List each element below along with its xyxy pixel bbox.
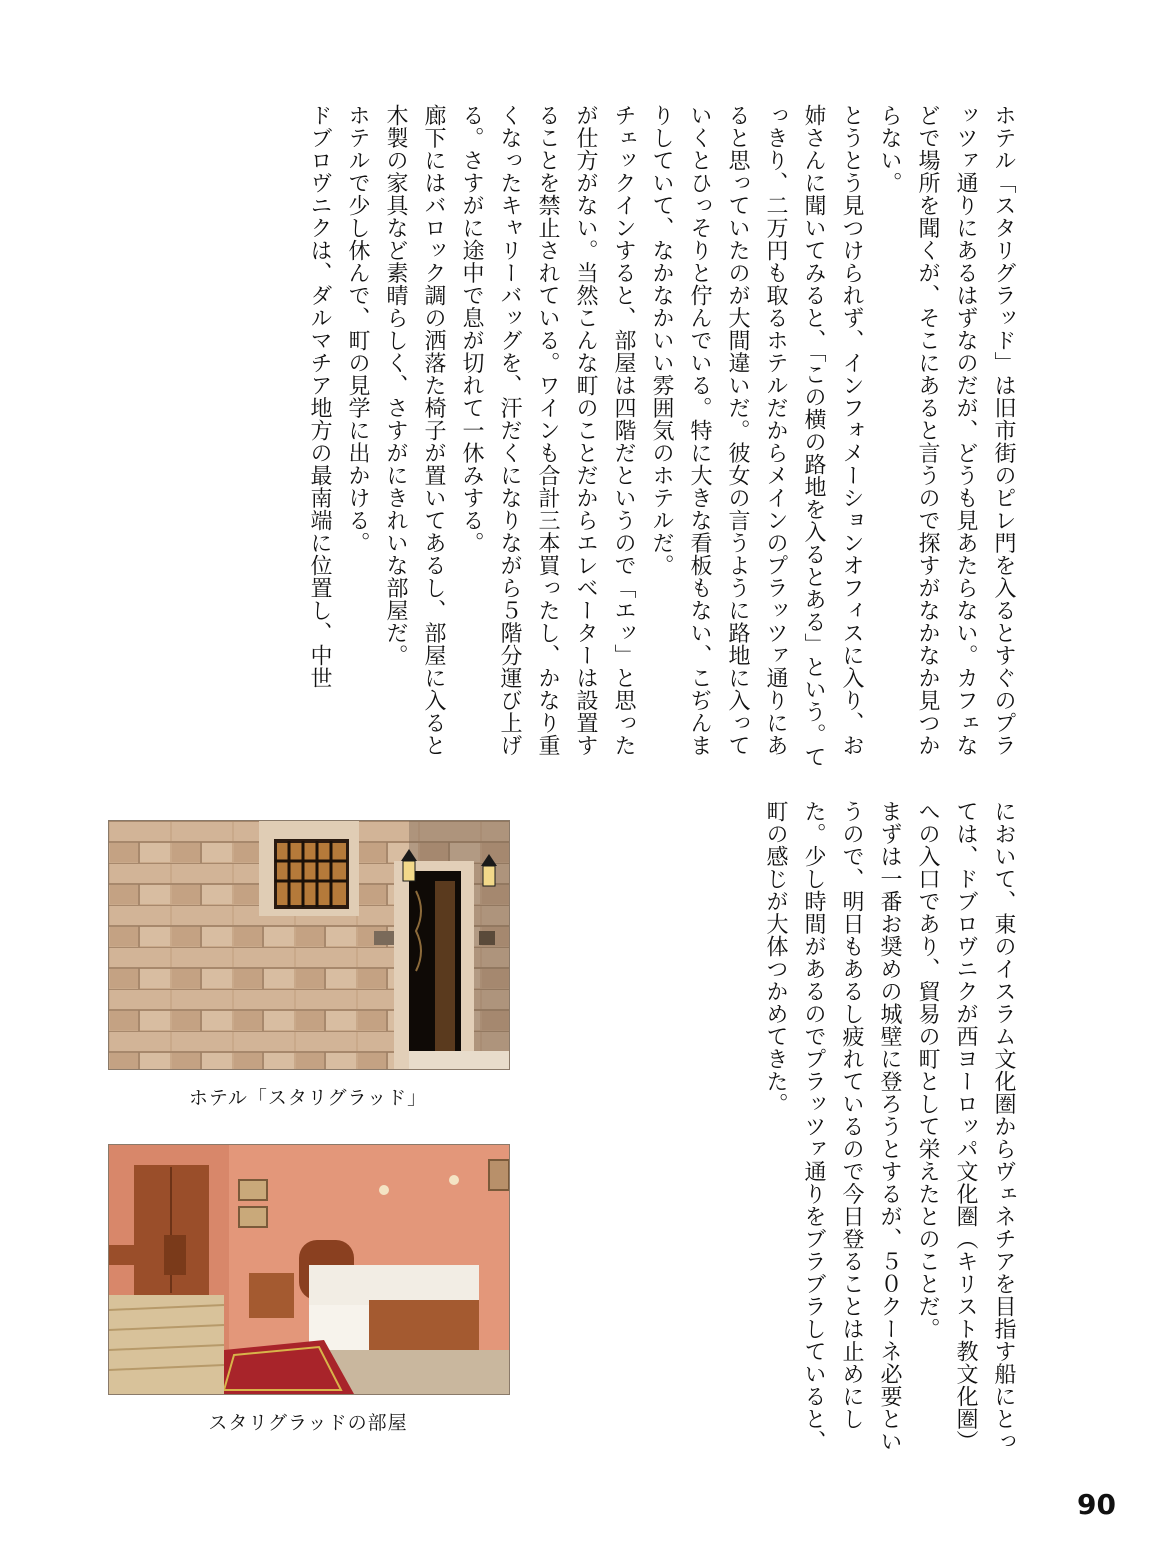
article-text-lower-block: において、東のイスラム文化圏からヴェネチアを目指す船にとっては、ドブロヴニクが西ヨーロッパ文化圏（キリスト教文化圏）への入口であり、貿易の町として栄えたとのことだ。 まずは一番お奨めの城壁に登ろうとするが、５０クーネ必要というので、明日もあるし疲れているので今日登ることは止めにした。少し時間があるのでプラッツァ通りをブラブラしていると、町の感じが大体つかめてきた。 bbox=[763, 800, 1016, 1453]
hotel-photo-caption: ホテル「スタリグラッド」 bbox=[188, 1087, 428, 1109]
page-number: 90 bbox=[1077, 1488, 1116, 1521]
article-text-top-block: ホテル「スタリグラッド」は旧市街のピレ門を入るとすぐのプラッツァ通りにあるはずなのだが、どうも見あたらない。カフェなどで場所を聞くが、そこにあると言うので探すがなかなか見つからない。 とうとう見つけられず、インフォメーションオフィスに入り、お姉さんに聞いてみると、「この横の路地を入るとある」という。てっきり、二万円も取るホテルだからメインのプラッツァ通りにあると思っていたのが大間違いだ。彼女の言うように路地に入っていくとひっそりと佇んでいる。特に大きな看板もない、こぢんまりしていて、なかなかいい雰囲気のホテルだ。 チェックインすると、部屋は四階だというので「エッ」と思ったが仕方がない。当然こんな町のことだからエレベーターは設置することを禁止されている。ワインも合計三本買ったし、かなり重くなったキャリーバッグを、汗だくになりながら５階分運び上げる。さすがに途中で息が切れて一休みする。 廊下にはバロック調の洒落た椅子が置いてあるし、部屋に入ると木製の家具など素晴らしく、さすがにきれいな部屋だ。 ホテルで少し休んで、町の見学に出かける。 ドブロヴニクは、ダルマチア地方の最南端に位置し、中世 bbox=[307, 104, 1016, 768]
hotel-room-photo bbox=[108, 1144, 510, 1395]
room-photo-caption: スタリグラッドの部屋 bbox=[208, 1412, 408, 1434]
hotel-exterior-photo bbox=[108, 820, 510, 1070]
